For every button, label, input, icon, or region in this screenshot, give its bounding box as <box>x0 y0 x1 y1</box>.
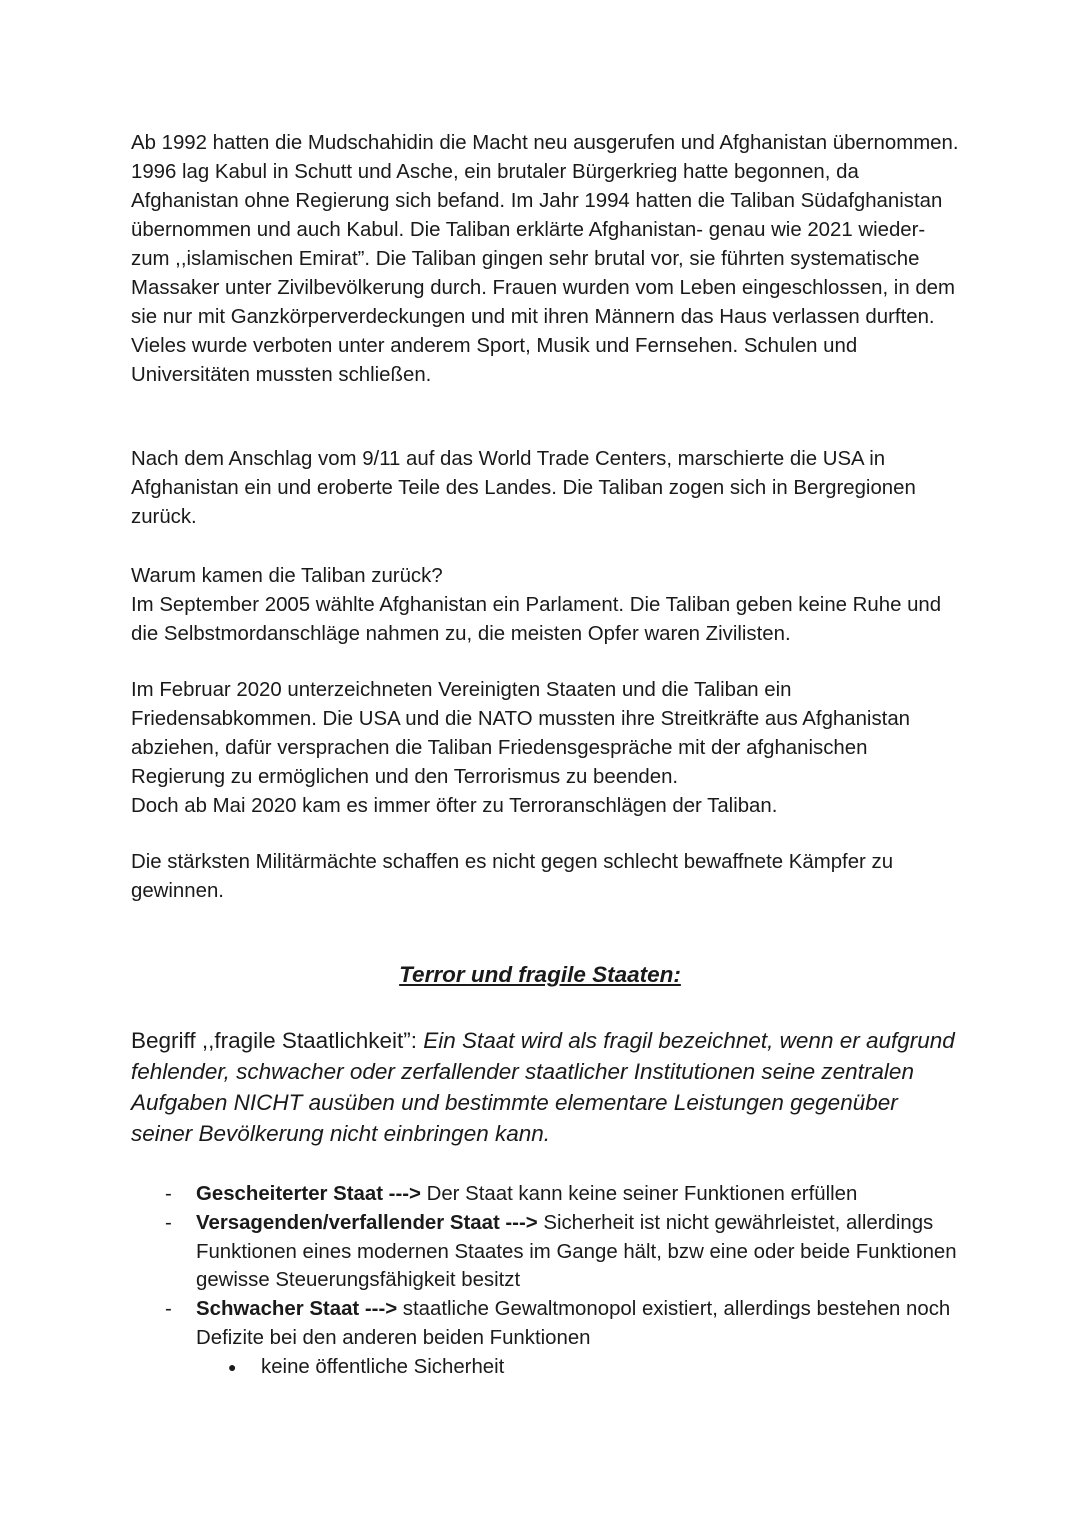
question-line: Warum kamen die Taliban zurück? <box>131 565 443 587</box>
list-item-term: Schwacher Staat ---> <box>196 1298 398 1321</box>
sub-list <box>196 1353 961 1382</box>
definition-text: Ein Staat wird als fragil bezeichnet, wenn er aufgrund fehlender, schwacher oder zerfallender staatlicher Institutionen seine zentralen Aufgaben NICHT ausüben und bestimmte elementare Leistungen gegenüber seiner Bevölkerung nicht einbringen kann. <box>131 1028 955 1146</box>
sub-list-item-text: keine öffentliche Sicherheit <box>261 1355 505 1378</box>
dash-marker: - <box>165 1211 172 1234</box>
definition-term: Begriff ,,fragile Staatlichkeit”: <box>131 1028 417 1053</box>
bullet-icon: ● <box>228 1358 237 1375</box>
paragraph-peace-agreement <box>131 676 961 821</box>
list-item-text: Sicherheit ist nicht gewährleistet, allerdings Funktionen eines modernen Staates im Gange hält, bzw eine oder beide Funktionen gewisse Steuerungsfähigkeit besitzt <box>196 1211 957 1292</box>
list-item-term: Versagenden/verfallender Staat ---> <box>196 1211 538 1234</box>
peace-agreement-text: Im Februar 2020 unterzeichneten Vereinigten Staaten und die Taliban ein Friedensabkommen. Die USA und die NATO mussten ihre Streitkräfte aus Afghanistan abziehen, dafür versprachen die Taliban Friedensgespräche mit der afghanischen Regierung zu ermöglichen und den Terrorismus zu beenden. <box>131 679 911 788</box>
paragraph-taliban-history: Ab 1992 hatten die Mudschahidin die Macht neu ausgerufen und Afghanistan übernommen. 1996 lag Kabul in Schutt und Asche, ein brutaler Bürgerkrieg hatte begonnen, da Afghanistan ohne Regierung sich befand. Im Jahr 1994 hatten die Taliban Südafghanistan übernommen und auch Kabul. Die Taliban erklärte Afghanistan- genau wie 2021 wieder- zum ,,islamischen Emirat”. Die Taliban gingen sehr brutal vor, sie führten systematische Massaker unter Zivilbevölkerung durch. Frauen wurden vom Leben eingeschlossen, in dem sie nur mit Ganzkörperverdeckungen und mit ihren Männern das Haus verlassen durften. Vieles wurde verboten unter anderem Sport, Musik und Fernsehen. Schulen und Universitäten mussten schließen. <box>131 132 959 386</box>
list-item-text: staatliche Gewaltmonopol existiert, allerdings bestehen noch Defizite bei den anderen beiden Funktionen <box>196 1298 951 1349</box>
definition-fragile-statehood <box>131 1025 961 1149</box>
paragraph-military-powers: Die stärksten Militärmächte schaffen es nicht gegen schlecht bewaffnete Kämpfer zu gewinnen. <box>131 851 894 902</box>
dash-marker: - <box>165 1183 172 1205</box>
list-item <box>131 1295 961 1381</box>
paragraph-return-of-taliban <box>131 562 961 649</box>
list-item <box>131 1209 961 1295</box>
terror-attacks-text: Doch ab Mai 2020 kam es immer öfter zu Terroranschlägen der Taliban. <box>131 795 778 817</box>
paragraph-9-11: Nach dem Anschlag vom 9/11 auf das World Trade Centers, marschierte die USA in Afghanistan ein und eroberte Teile des Landes. Die Taliban zogen sich in Bergregionen zurück. <box>131 448 916 528</box>
section-heading: Terror und fragile Staaten: <box>399 962 681 987</box>
list-item-term: Gescheiterter Staat ---> <box>196 1183 421 1205</box>
list-item-text: Der Staat kann keine seiner Funktionen erfüllen <box>420 1183 858 1205</box>
sub-list-item <box>196 1353 961 1382</box>
dash-marker: - <box>165 1298 172 1321</box>
list-item <box>131 1180 961 1209</box>
answer-text: Im September 2005 wählte Afghanistan ein Parlament. Die Taliban geben keine Ruhe und die Selbstmordanschläge nahmen zu, die meisten Opfer waren Zivilisten. <box>131 594 942 645</box>
state-types-list <box>131 1180 961 1382</box>
